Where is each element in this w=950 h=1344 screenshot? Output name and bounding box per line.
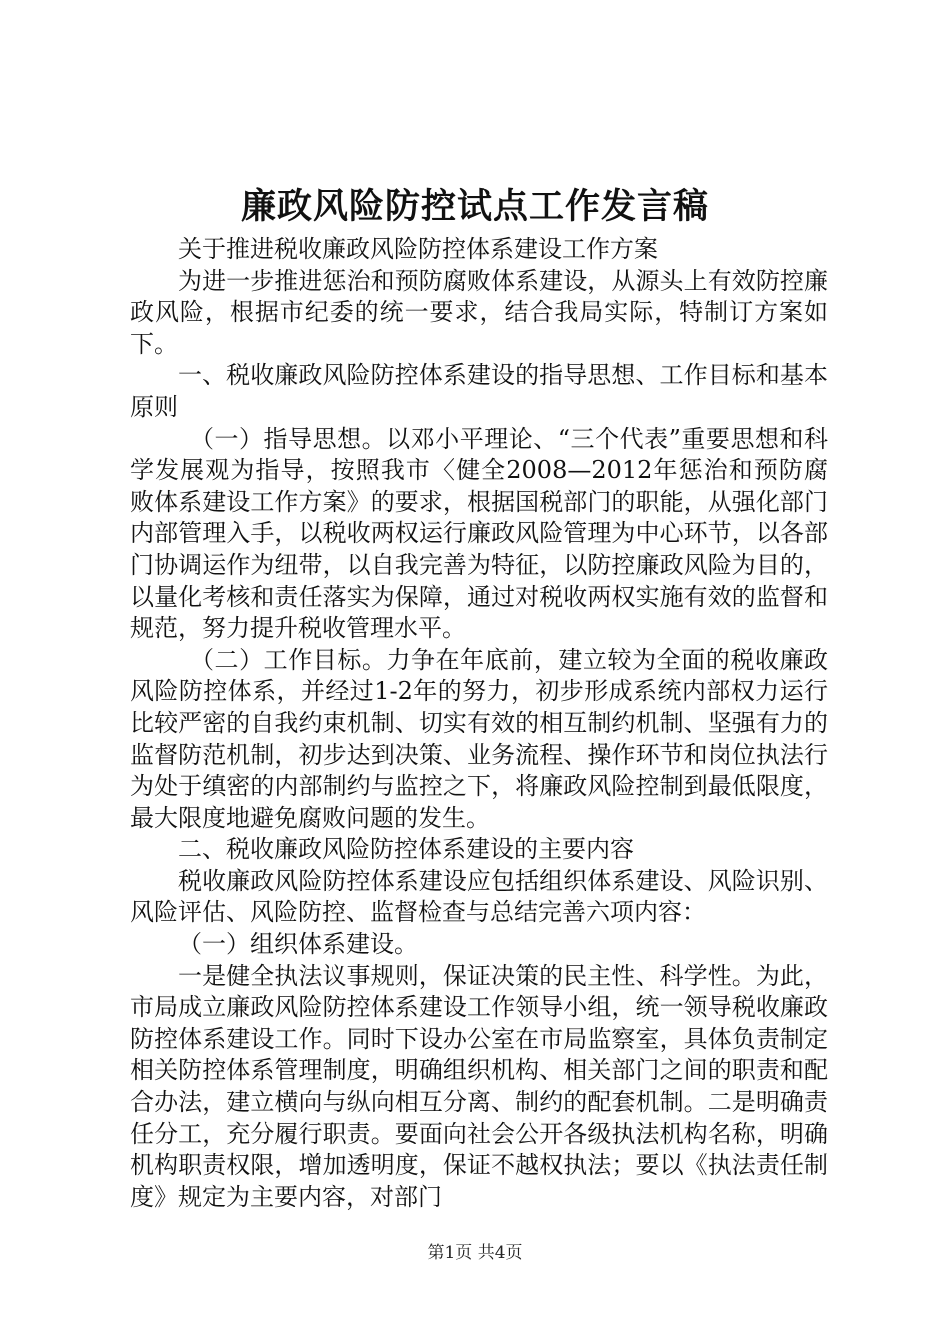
document-body — [130, 234, 828, 1213]
paragraph: 一是健全执法议事规则，保证决策的民主性、科学性。为此，市局成立廉政风险防控体系建设工作领导小组，统一领导税收廉政防控体系建设工作。同时下设办公室在市局监察室，具体负责制定相关防控体系管理制度，明确组织机构、相关部门之间的职责和配合办法，建立横向与纵向相互分离、制约的配套机制。二是明确责任分工，充分履行职责。要面向社会公开各级执法机构名称，明确机构职责权限，增加透明度，保证不越权执法；要以《执法责任制度》规定为主要内容，对部门 — [130, 961, 828, 1211]
section-heading: 二、税收廉政风险防控体系建设的主要内容 — [178, 835, 634, 864]
subsection-heading: （一）组织体系建设。 — [178, 930, 418, 959]
document-title: 廉政风险防控试点工作发言稿 — [240, 186, 709, 227]
paragraph-subtitle: 关于推进税收廉政风险防控体系建设工作方案 — [178, 235, 658, 263]
page-footer: 第1页 共4页 — [427, 1243, 523, 1263]
section-heading: 一、税收廉政风险防控体系建设的指导思想、工作目标和基本原则 — [130, 361, 828, 421]
paragraph: 税收廉政风险防控体系建设应包括组织体系建设、风险识别、风险评估、风险防控、监督检查与总结完善六项内容： — [130, 866, 828, 927]
paragraph: 为进一步推进惩治和预防腐败体系建设，从源头上有效防控廉政风险，根据市纪委的统一要求，结合我局实际，特制订方案如下。 — [130, 266, 828, 358]
paragraph: （一）指导思想。以邓小平理论、“三个代表”重要思想和科学发展观为指导，按照我市〈健全2008—2012年惩治和预防腐败体系建设工作方案》的要求，根据国税部门的职能，从强化部门内部管理入手，以税收两权运行廉政风险管理为中心环节，以各部门协调运作为纽带，以自我完善为特征，以防控廉政风险为目的，以量化考核和责任落实为保障，通过对税收两权实施有效的监督和规范，努力提升税收管理水平。 — [130, 424, 828, 643]
paragraph: （二）工作目标。力争在年底前，建立较为全面的税收廉政风险防控体系，并经过1-2年的努力，初步形成系统内部权力运行比较严密的自我约束机制、切实有效的相互制约机制、坚强有力的监督防范机制，初步达到决策、业务流程、操作环节和岗位执法行为处于缜密的内部制约与监控之下，将廉政风险控制到最低限度，最大限度地避免腐败问题的发生。 — [130, 645, 828, 832]
